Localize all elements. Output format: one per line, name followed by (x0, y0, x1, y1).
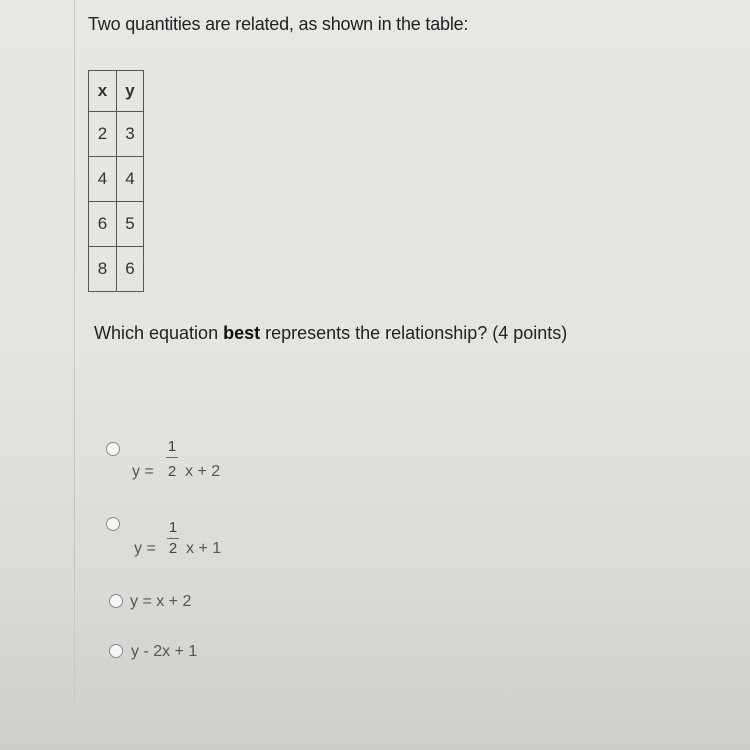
table-cell-y: 5 (117, 202, 144, 247)
table-cell-y: 4 (117, 157, 144, 202)
option-b-fraction-bar (167, 538, 179, 539)
option-a-denominator: 2 (167, 463, 177, 480)
option-a-prefix: y = (132, 463, 154, 480)
option-c-label: y = x + 2 (130, 593, 192, 610)
table-header-x: x (89, 71, 117, 112)
table-cell-y: 3 (117, 112, 144, 157)
table-header-y: y (117, 71, 144, 112)
answer-option-d[interactable] (106, 642, 236, 664)
answer-option-c[interactable] (106, 592, 226, 614)
table-row (89, 157, 144, 202)
table-cell-x: 2 (89, 112, 117, 157)
radio-button-b[interactable] (106, 517, 120, 531)
option-b-numerator: 1 (168, 519, 178, 536)
option-a-fraction-bar (166, 457, 178, 458)
question-text: Two quantities are related, as shown in the table: (88, 14, 469, 34)
question-prompt (94, 323, 567, 344)
table-row (89, 202, 144, 247)
option-b-denominator: 2 (168, 540, 178, 557)
xy-table (88, 70, 144, 292)
radio-button-d[interactable] (109, 644, 123, 658)
option-d-label: y - 2x + 1 (131, 643, 198, 660)
option-b-prefix: y = (134, 540, 156, 557)
prompt-text-end: represents the relationship? (4 points) (260, 323, 568, 343)
option-a-suffix: x + 2 (185, 463, 221, 480)
table-cell-y: 6 (117, 247, 144, 292)
answer-option-a[interactable] (106, 438, 246, 488)
table-row (89, 112, 144, 157)
table-cell-x: 6 (89, 202, 117, 247)
radio-button-c[interactable] (109, 594, 123, 608)
answer-option-b[interactable] (106, 515, 246, 565)
table-header-row (89, 71, 144, 112)
table-cell-x: 8 (89, 247, 117, 292)
prompt-text-start: Which equation (94, 323, 224, 343)
option-a-numerator: 1 (167, 438, 177, 455)
table-cell-x: 4 (89, 157, 117, 202)
radio-button-a[interactable] (106, 442, 120, 456)
prompt-bold-word: best (223, 323, 261, 343)
table-row (89, 247, 144, 292)
option-b-suffix: x + 1 (186, 540, 222, 557)
